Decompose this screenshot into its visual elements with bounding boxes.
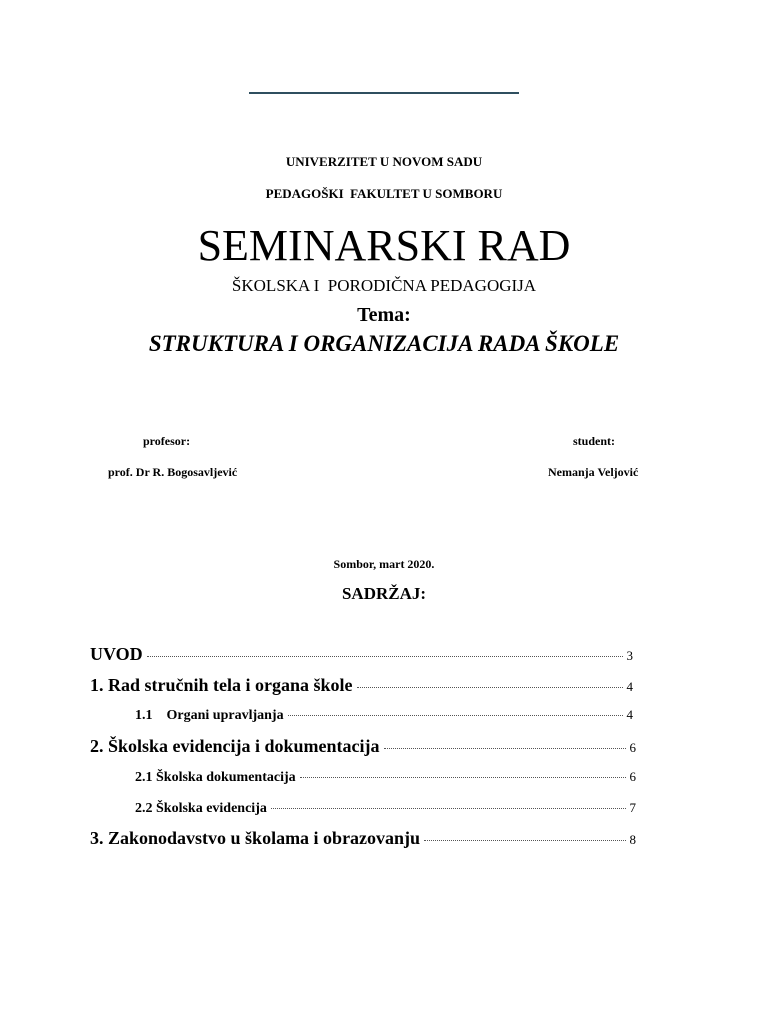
- toc-page-number: 3: [626, 648, 633, 663]
- toc-entry-text: 2. Školska evidencija i dokumentacija: [90, 736, 380, 756]
- university-name: UNIVERZITET U NOVOM SADU: [285, 154, 483, 169]
- student-name: Nemanja Veljović: [548, 465, 639, 479]
- toc-entry-text: 2.1 Školska dokumentacija: [135, 770, 296, 785]
- toc-page-number: 6: [629, 740, 636, 755]
- toc-entry-text: 3. Zakonodavstvo u školama i obrazovanju: [90, 828, 421, 848]
- toc-leader-dots: [424, 840, 625, 841]
- toc-entry[interactable]: [135, 707, 633, 724]
- toc-leader-dots: [384, 748, 626, 749]
- student-label: student:: [573, 434, 616, 448]
- toc-page-number: 6: [629, 769, 636, 784]
- toc-title: SADRŽAJ:: [341, 584, 427, 603]
- toc-page-number: 7: [629, 800, 636, 815]
- document-title: SEMINARSKI RAD: [197, 221, 571, 270]
- toc-entry[interactable]: [135, 769, 636, 786]
- toc-entry[interactable]: [90, 736, 636, 757]
- toc-entry[interactable]: [90, 828, 636, 849]
- toc-entry-text: 2.2 Školska evidencija: [135, 801, 267, 816]
- toc-page-number: 8: [629, 832, 636, 847]
- topic-title: STRUKTURA I ORGANIZACIJA RADA ŠKOLE: [148, 331, 620, 356]
- toc-entry[interactable]: [135, 800, 636, 817]
- toc-leader-dots: [357, 687, 623, 688]
- professor-name: prof. Dr R. Bogosavljević: [108, 465, 238, 479]
- toc-entry-text: 1. Rad stručnih tela i organa škole: [90, 675, 353, 695]
- toc-entry[interactable]: [90, 675, 633, 696]
- toc-entry-text: 1.1 Organi upravljanja: [135, 708, 284, 723]
- toc-entry[interactable]: [90, 644, 633, 665]
- toc-leader-dots: [271, 808, 626, 809]
- faculty-name: PEDAGOŠKI FAKULTET U SOMBORU: [265, 186, 503, 201]
- top-rule: [249, 92, 519, 94]
- toc-leader-dots: [300, 777, 626, 778]
- toc-page-number: 4: [626, 679, 633, 694]
- toc-page-number: 4: [626, 707, 633, 722]
- professor-label: profesor:: [143, 434, 191, 448]
- toc-entry-text: UVOD: [90, 644, 143, 664]
- subject-name: ŠKOLSKA I PORODIČNA PEDAGOGIJA: [231, 276, 537, 295]
- toc-leader-dots: [147, 656, 623, 657]
- place-date: Sombor, mart 2020.: [333, 557, 435, 571]
- toc-leader-dots: [288, 715, 623, 716]
- tema-label: Tema:: [357, 304, 411, 326]
